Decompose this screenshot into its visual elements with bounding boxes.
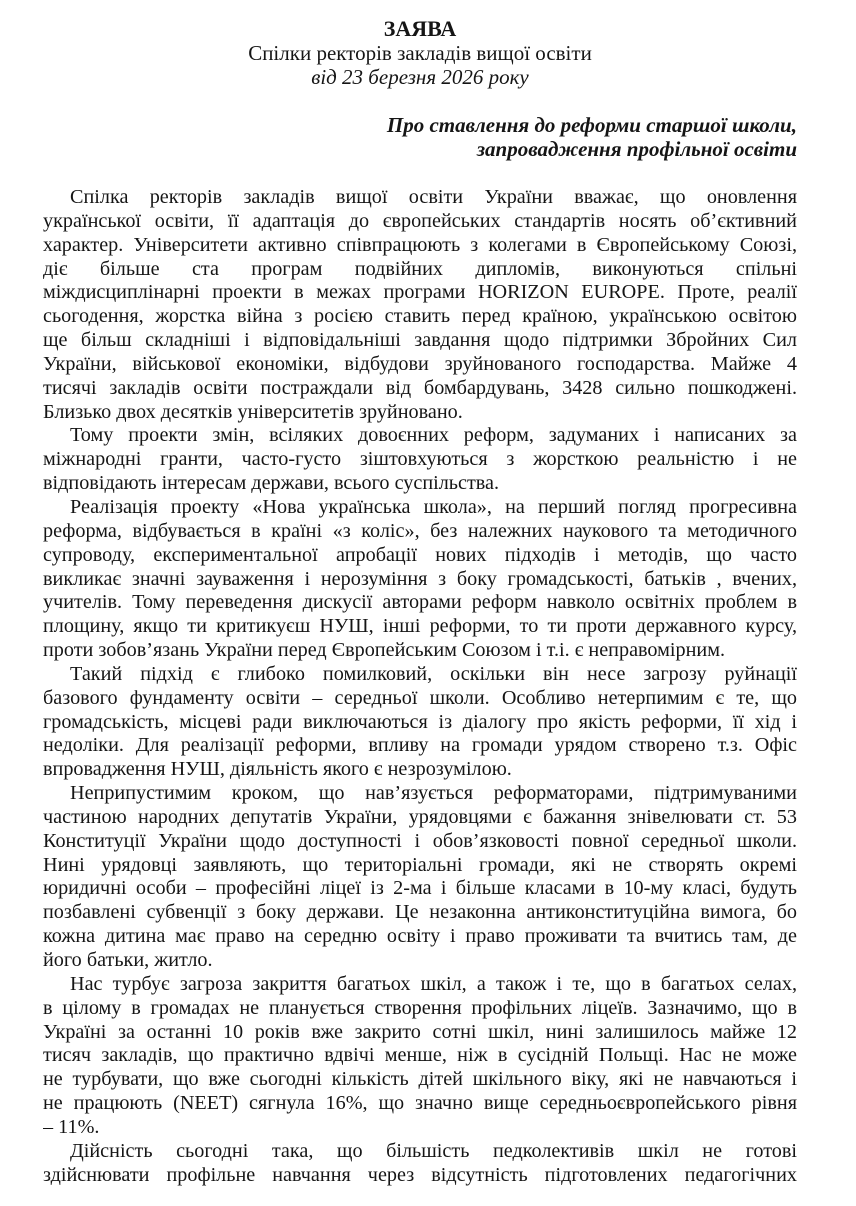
body-line: частиною народних депутатів України, урядовцями є бажання знівелювати ст. 53	[43, 805, 797, 828]
paragraph	[43, 782, 797, 973]
body-line: – 11%.	[43, 1115, 100, 1138]
body-line: Дійсність сьогодні така, що більшість педколективів шкіл не готові	[70, 1139, 797, 1162]
body-line: України, військової економіки, відбудови зруйнованого господарства. Майже 4	[43, 352, 797, 375]
body-line: недоліки. Для реалізації реформи, впливу на громади урядом створено т.з. Офіс	[43, 734, 797, 757]
body-line: юридичні особи – професійні ліцеї із 2-ма і більше класами в 10-му класі, будуть	[43, 877, 797, 900]
subject-line-2: запровадження профільної освіти	[476, 137, 797, 161]
body-line: площину, якщо ти критикуєш НУШ, інші реформи, то ти проти державного курсу,	[43, 615, 797, 638]
body-line: Конституції України щодо доступності і обов’язковості повної середньої школи.	[43, 829, 797, 852]
body-line: громадськість, місцеві ради виключаються із діалогу про якість реформи, її хід і	[43, 710, 797, 733]
document-title: ЗАЯВА	[383, 16, 457, 41]
body-line: не турбувати, що вже сьогодні кількість дітей шкільного віку, які не навчаються і	[43, 1068, 797, 1091]
paragraph	[43, 186, 797, 424]
body-line: Реалізація проекту «Нова українська школа», на перший погляд прогресивна	[70, 495, 797, 518]
body-line: української освіти, її адаптація до європейських стандартів носять об’єктивний	[43, 209, 797, 232]
body-line: Спілка ректорів закладів вищої освіти України вважає, що оновлення	[70, 186, 797, 208]
paragraph	[43, 973, 797, 1140]
body-line: кожна дитина має право на середню освіту і право проживати та вчитись там, де	[43, 925, 797, 948]
body-line: тисячі закладів освіти постраждали від бомбардувань, 3428 сильно пошкоджені.	[43, 376, 797, 399]
body-line: позбавлені субвенції з боку держави. Це незаконна антиконституційна вимога, бо	[43, 901, 797, 924]
body-line: Нині урядовці заявляють, що територіальні громади, які не створять окремі	[43, 853, 797, 876]
body-line: тисяч закладів, що практично вдвічі менше, ніж в сусідній Польщі. Нас не може	[43, 1044, 797, 1067]
body-line: відповідають інтересам держави, всього суспільства.	[43, 472, 500, 495]
body-line: не працюють (NEET) сягнула 16%, що значно вище середньоєвропейського рівня	[43, 1092, 797, 1115]
body-line: міжнародні гранти, часто-густо зіштовхуються з жорсткою реальністю і не	[43, 448, 797, 471]
body-line: в цілому в громадах не планується створення профільних ліцеїв. Зазначимо, що в	[43, 996, 797, 1019]
body-line: його батьки, житло.	[43, 949, 213, 971]
paragraph	[43, 496, 797, 663]
document-body	[43, 186, 797, 1187]
body-line: Такий підхід є глибоко помилковий, оскільки він несе загрозу руйнації	[70, 662, 797, 685]
body-line: сьогодення, жорстка війна з росією ставить перед країною, українською освітою	[43, 305, 797, 328]
body-line: Нас турбує загроза закриття багатьох шкіл, а також і те, що в багатьох селах,	[70, 972, 797, 995]
subject-heading	[43, 113, 797, 161]
subject-line-1: Про ставлення до реформи старшої школи,	[386, 113, 797, 137]
body-line: проти зобов’язань України перед Європейським Союзом і т.і. є неправомірним.	[43, 639, 726, 662]
body-line: впровадження НУШ, діяльність якого є незрозумілою.	[43, 758, 512, 781]
body-line: характер. Університети активно співпрацюють з колегами в Європейському Союзі,	[43, 233, 797, 256]
body-line: ще більш складніші і відповідальніші завдання щодо підтримки Збройних Сил	[43, 329, 797, 352]
body-line: Україні за останні 10 років вже закрито сотні шкіл, нині залишилось майже 12	[43, 1020, 797, 1043]
paragraph	[43, 663, 797, 782]
document-header	[43, 17, 797, 89]
body-line: учителів. Тому переведення дискусії авторами реформ навколо освітніх проблем в	[43, 591, 797, 614]
organization-line: Спілки ректорів закладів вищої освіти	[248, 41, 592, 65]
paragraph	[43, 424, 797, 496]
body-line: Тому проекти змін, всіляких довоєнних реформ, задуманих і написаних за	[70, 424, 797, 447]
body-line: здійснювати профільне навчання через відсутність підготовлених педагогічних	[43, 1163, 797, 1186]
body-line: реформа, відбувається в країні «з коліс», без належних наукового та методичного	[43, 519, 797, 542]
body-line: викликає значні зауваження і нерозуміння з боку громадськості, батьків , вчених,	[43, 567, 797, 590]
body-line: міждисциплінарні проекти в межах програми HORIZON EUROPE. Проте, реалії	[43, 281, 797, 304]
body-line: супроводу, експериментальної апробації нових підходів і методів, що часто	[43, 543, 797, 566]
body-line: діє більше ста програм подвійних дипломів, виконуються спільні	[43, 257, 797, 280]
body-line: Близько двох десятків університетів зруйновано.	[43, 400, 463, 423]
paragraph	[43, 1140, 797, 1188]
body-line: базового фундаменту освіти – середньої школи. Особливо нетерпимим є те, що	[43, 686, 797, 709]
body-line: Неприпустимим кроком, що нав’язується реформаторами, підтримуваними	[70, 782, 797, 805]
date-line: від 23 березня 2026 року	[311, 65, 529, 89]
